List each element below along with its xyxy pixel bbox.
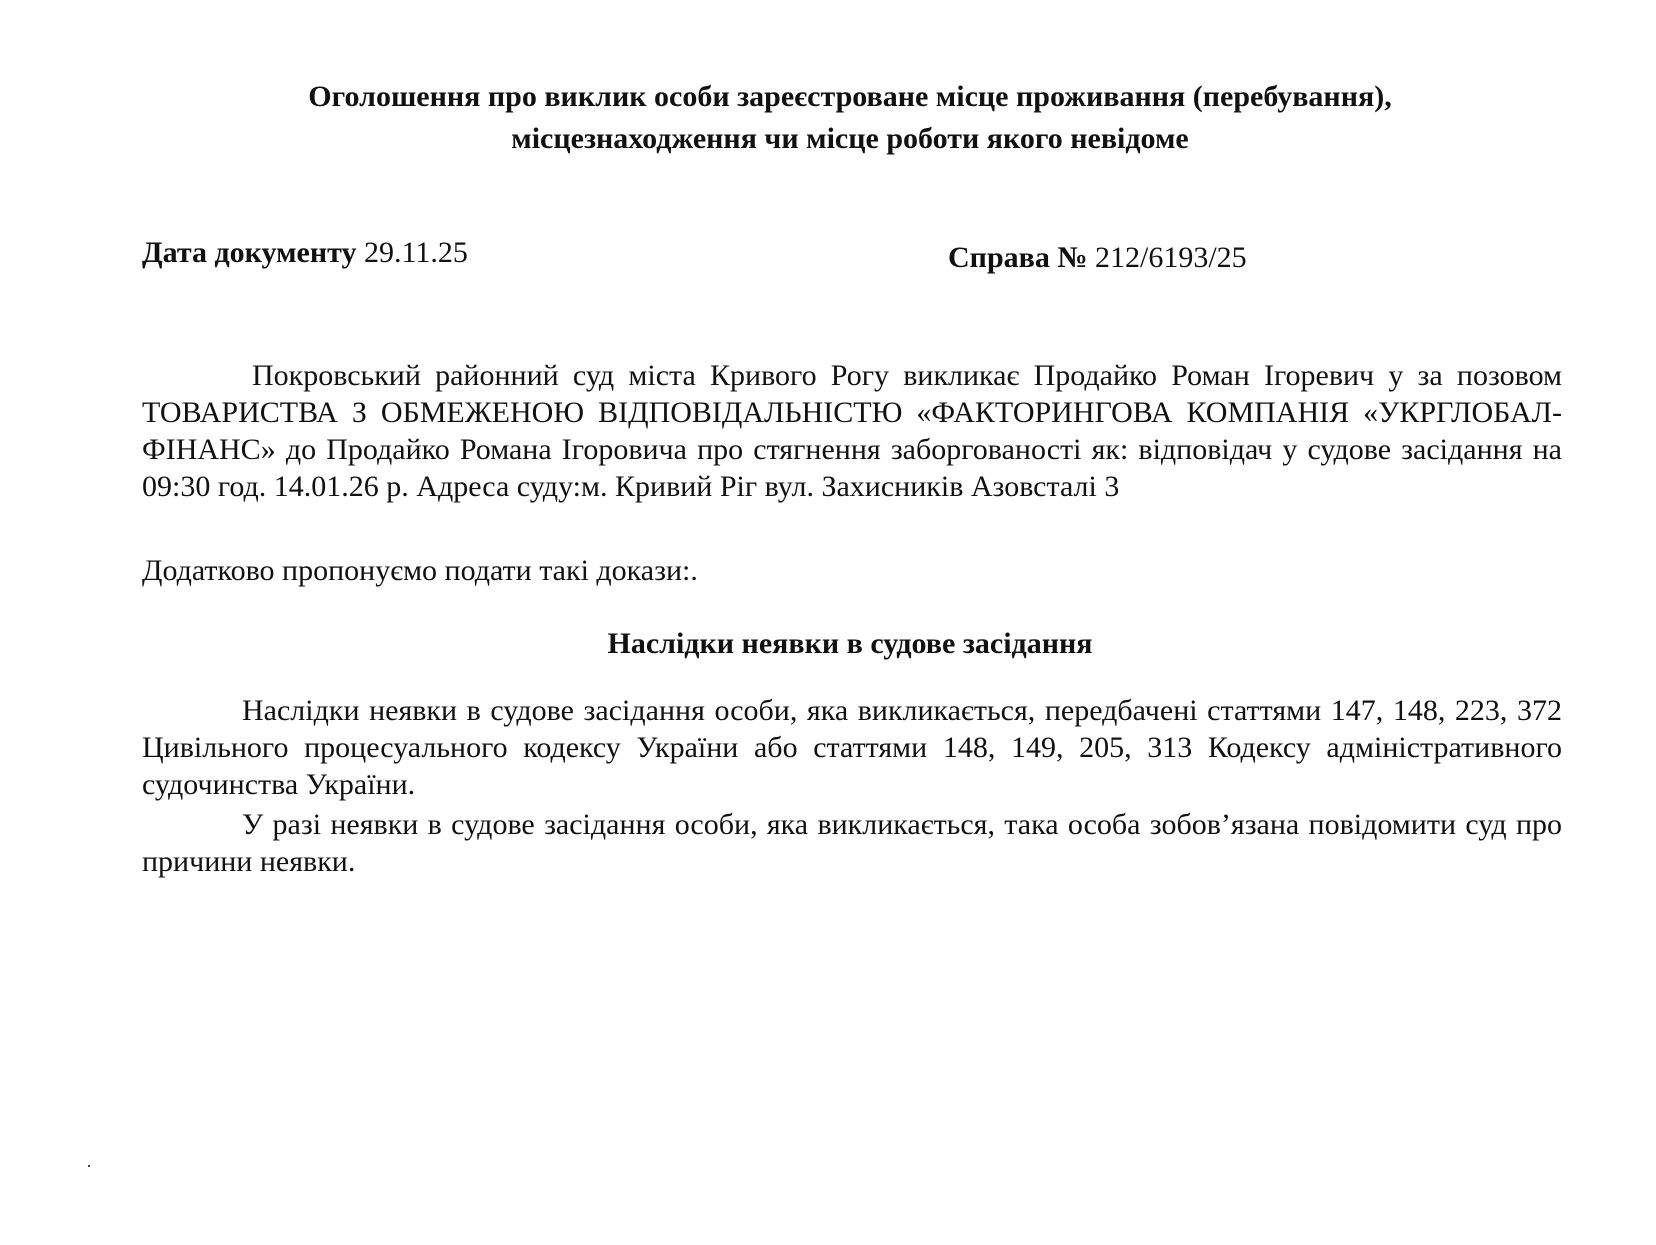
case-number <box>948 240 1247 276</box>
document-date-label: Дата документу <box>142 236 357 269</box>
notify-paragraph: У разі неявки в судове засідання особи, яка викликається, така особа зобов’язана повідомити суд про причини неявки. <box>142 808 1562 878</box>
scan-speck <box>88 1165 90 1167</box>
document-date <box>142 235 468 271</box>
case-number-label: Справа № <box>948 241 1088 274</box>
summons-paragraph: Покровський районний суд міста Кривого Рогу викликає Продайко Роман Ігоревич у за позовом ТОВАРИСТВА З ОБМЕЖЕНОЮ ВІДПОВІДАЛЬНІСТЮ «ФАКТОРИНГОВА КОМПАНІЯ «УКРГЛОБАЛ-ФІНАНС» до Продайко Романа Ігоровича про стягнення заборгованості як: відповідач у судове засідання на 09:30 год. 14.01.26 р. Адреса суду:м. Кривий Ріг вул. Захисників Азовсталі 3 <box>142 359 1562 503</box>
document-title-line-2: місцезнаходження чи місце роботи якого невідоме <box>511 122 1189 155</box>
evidence-request: Додатково пропонуємо подати такі докази:. <box>142 554 698 587</box>
consequences-heading: Наслідки неявки в судове засідання <box>607 627 1093 660</box>
document-title-line-1: Оголошення про виклик особи зареєстроване місце проживання (перебування), <box>308 80 1392 113</box>
document-date-value: 29.11.25 <box>363 236 468 269</box>
consequences-paragraph: Наслідки неявки в судове засідання особи, яка викликається, передбачені статтями 147, 148, 223, 372 Цивільного процесуального кодексу України або статтями 148, 149, 205, 313 Кодексу адміністративного судочинства України. <box>142 694 1562 801</box>
case-number-value: 212/6193/25 <box>1094 241 1247 274</box>
